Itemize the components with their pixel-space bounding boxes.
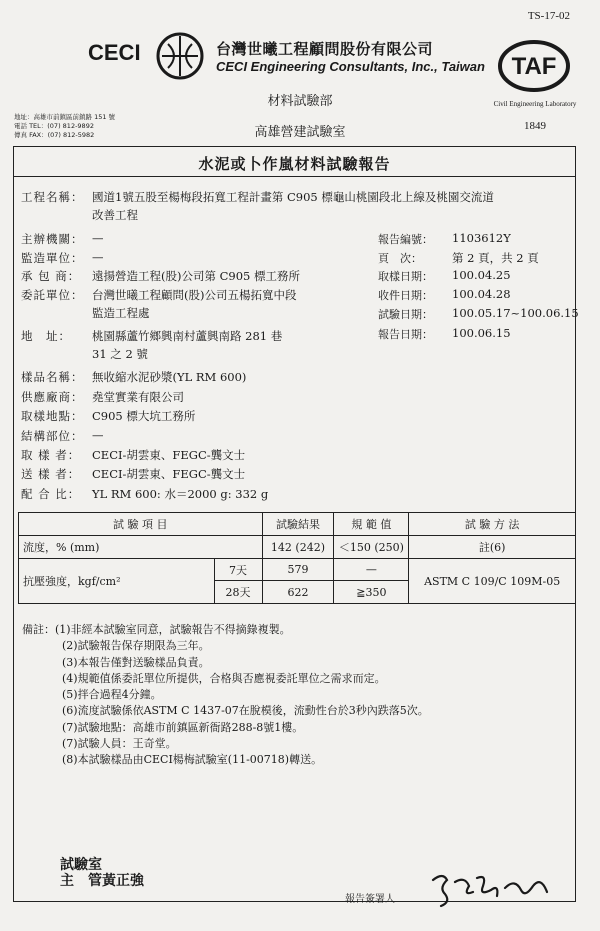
note-item: (8)本試驗樣品由CECI楊梅試驗室(11-00718)轉送。	[62, 753, 323, 767]
note-item: (7)試驗地點：高雄市前鎮區新衙路288-8號1樓。	[62, 720, 304, 734]
flow-result: 142 (242)	[262, 536, 334, 559]
field-value: CECI-胡雲東、FEGC-龔文士	[92, 467, 246, 481]
note-item: (2)試驗報告保存期限為三年。	[62, 639, 210, 653]
project-label: 工程名稱：	[21, 190, 84, 204]
flow-label: 流度，% (mm)	[19, 536, 263, 559]
report-number-value: 1103612Y	[452, 231, 511, 245]
note-item: (7)試驗人員：王奇堂。	[62, 737, 177, 751]
result-28: 622	[262, 581, 334, 604]
received-date-label: 收件日期：	[378, 289, 433, 302]
spec-28: ≧350	[334, 581, 409, 604]
report-title: 水泥或卜作嵐材料試驗報告	[198, 155, 391, 173]
age-28: 28天	[214, 581, 262, 604]
table-header-row	[19, 513, 576, 536]
field-value: CECI-胡雲東、FEGC-龔文士	[92, 448, 246, 462]
fax-line: 傳真 FAX：(07) 812-5982	[14, 131, 95, 139]
result-7: 579	[262, 559, 334, 581]
notes-section	[22, 622, 429, 769]
spec-7: —	[334, 559, 409, 581]
stamp-line: 主 管黃正強	[60, 873, 144, 889]
field-value: 堯堂實業有限公司	[92, 390, 184, 404]
project-value-line2: 改善工程	[92, 208, 138, 222]
flow-method: 註(6)	[409, 536, 576, 559]
received-date-value: 100.04.28	[452, 287, 511, 301]
field-value: 桃園縣蘆竹鄉興南村蘆興南路 281 巷	[92, 329, 283, 343]
field-label: 監造單位：	[21, 251, 84, 265]
header-method: 試 驗 方 法	[409, 513, 576, 536]
company-name-en: CECI Engineering Consultants, Inc., Taiwan	[216, 59, 485, 74]
field-label: 取樣地點：	[21, 409, 84, 423]
field-value: C905 標大坑工務所	[92, 409, 196, 423]
address-line: 地址：高雄市前鎮區前鎮路 151 號	[14, 113, 116, 121]
field-value: 遠揚營造工程(股)公司第 C905 標工務所	[92, 269, 301, 283]
field-label: 樣品名稱：	[21, 370, 84, 384]
field-value: 監造工程處	[92, 306, 150, 320]
field-value: —	[92, 250, 104, 264]
flow-spec: ＜150 (250)	[334, 536, 409, 559]
report-date-label: 報告日期：	[378, 328, 433, 341]
taf-logo	[498, 38, 570, 98]
table-row-strength-7	[19, 559, 576, 581]
note-item: (6)流度試驗係依ASTM C 1437-07在脫模後，流動性台於3秒內跌落5次。	[62, 704, 429, 718]
results-table	[18, 512, 576, 604]
report-date-value: 100.06.15	[452, 326, 511, 340]
field-value: —	[92, 231, 104, 245]
field-label: 結構部位：	[21, 429, 84, 443]
note-item: (4)規範值係委託單位所提供，合格與否應視委託單位之需求而定。	[62, 671, 386, 685]
notes-label: 備註：	[22, 623, 55, 636]
header-spec: 規 範 值	[334, 513, 409, 536]
field-label: 送 樣 者：	[21, 467, 81, 481]
table-row-flow	[19, 536, 576, 559]
ceci-logo	[88, 32, 208, 84]
header-result: 試驗結果	[262, 513, 334, 536]
sampling-date-value: 100.04.25	[452, 268, 511, 282]
field-value: YL RM 600: 水＝2000 g: 332 g	[92, 487, 269, 501]
note-item: (3)本報告僅對送驗樣品負責。	[62, 655, 210, 669]
field-value: 台灣世曦工程顧問(股)公司五楊拓寬中段	[92, 288, 297, 302]
field-label: 委託單位：	[21, 288, 84, 302]
field-label: 配 合 比：	[21, 487, 81, 501]
company-name-zh: 台灣世曦工程顧問股份有限公司	[216, 40, 434, 58]
handwritten-signature	[425, 868, 555, 908]
strength-method: ASTM C 109/C 109M-05	[409, 559, 576, 604]
field-value: 無收縮水泥砂漿(YL RM 600)	[92, 370, 247, 384]
field-label: 主辦機關：	[21, 232, 84, 246]
strength-label: 抗壓強度，kgf/cm²	[19, 559, 215, 604]
ceci-logo-text: CECI	[88, 40, 141, 65]
sampling-date-label: 取樣日期：	[378, 270, 433, 283]
field-value: —	[92, 428, 104, 442]
test-date-value: 100.05.17~100.06.15	[452, 306, 579, 320]
signer-label: 報告簽署人	[345, 894, 395, 905]
header-test-item: 試 驗 項 目	[19, 513, 263, 536]
field-label: 地 址：	[21, 329, 71, 343]
taf-subtitle: Civil Engineering Laboratory	[493, 100, 577, 108]
field-label: 供應廠商：	[21, 390, 84, 404]
taf-logo-text: TAF	[511, 53, 557, 80]
page-value: 第 2 頁，共 2 頁	[452, 251, 539, 265]
department-name: 材料試驗部	[267, 94, 333, 109]
report-number-label: 報告編號：	[378, 233, 433, 246]
page-label: 頁 次：	[378, 252, 422, 265]
lab-supervisor-stamp	[60, 857, 144, 889]
note-item: (5)拌合過程4分鐘。	[62, 688, 162, 702]
title-divider	[13, 176, 576, 177]
phone-line: 電話 TEL：(07) 812-9892	[14, 122, 94, 130]
field-value: 31 之 2 號	[92, 347, 148, 361]
lab-name: 高雄營建試驗室	[254, 125, 346, 140]
note-item: (1)非經本試驗室同意，試驗報告不得摘錄複製。	[55, 623, 291, 636]
taf-number: 1849	[524, 120, 546, 132]
project-value-line1: 國道1號五股至楊梅段拓寬工程計畫第 C905 標龜山桃園段北上線及桃園交流道	[92, 190, 494, 204]
field-label: 取 樣 者：	[21, 448, 81, 462]
form-code: TS-17-02	[527, 10, 570, 22]
test-date-label: 試驗日期：	[378, 308, 433, 321]
age-7: 7天	[214, 559, 262, 581]
stamp-line: 試驗室	[60, 857, 102, 873]
field-label: 承 包 商：	[21, 269, 81, 283]
